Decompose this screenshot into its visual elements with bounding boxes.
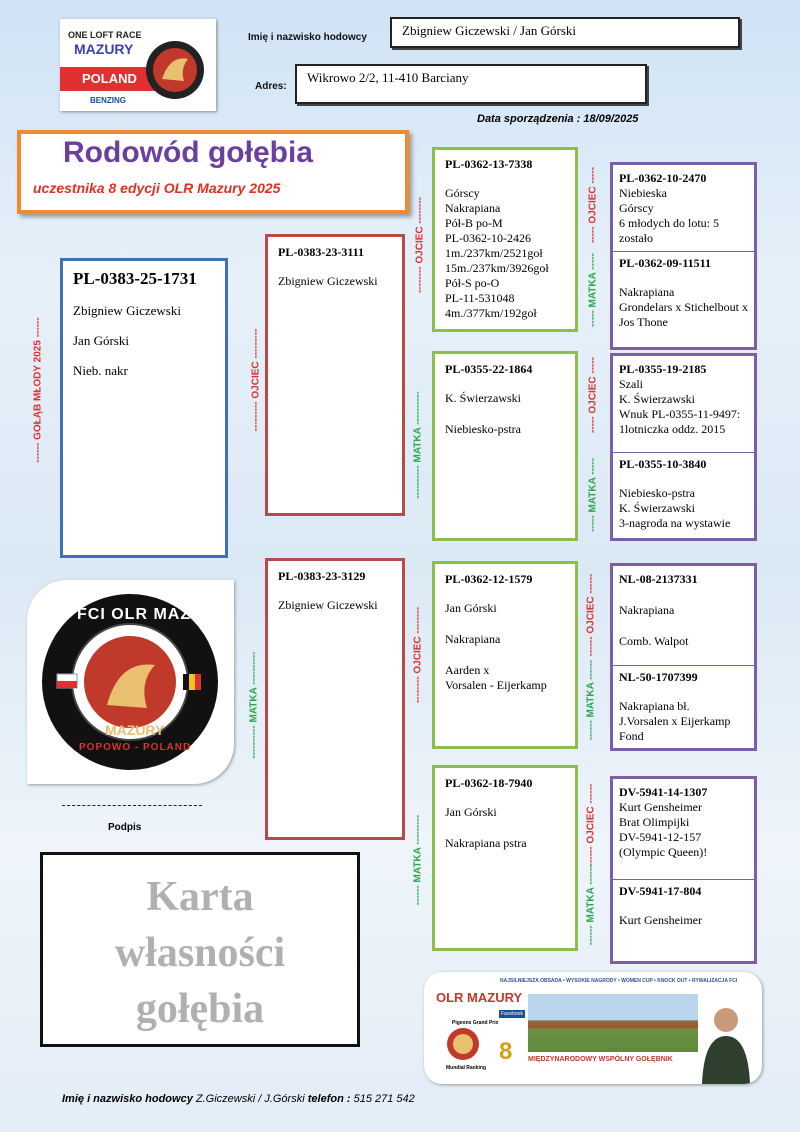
fmf-line: Szali [619, 377, 643, 391]
logo-sponsor: BENZING [90, 96, 126, 105]
father-card [265, 234, 405, 516]
mother-card [265, 558, 405, 840]
ff-card [432, 147, 578, 332]
address-label: Adres: [255, 81, 287, 92]
ff-line: 4m./377km/192goł [445, 306, 537, 320]
mother-breeder: Zbigniew Giczewski [278, 598, 378, 612]
address-field[interactable]: Wikrowo 2/2, 11-410 Barciany [295, 64, 647, 104]
father-breeder: Zbigniew Giczewski [278, 274, 378, 288]
fff-line: 6 młodych do lotu: 5 zostało [619, 216, 719, 245]
olr-logo [60, 19, 216, 111]
ff-line: PL-0362-10-2426 [445, 231, 531, 245]
fmm-ring: PL-0355-10-3840 [619, 457, 707, 471]
banner-mundial: Mundial Ranking [446, 1065, 486, 1071]
bird-ring: PL-0383-25-1731 [73, 269, 197, 288]
ownership-card [40, 852, 360, 1047]
logo-line1: ONE LOFT RACE [68, 30, 142, 40]
fmm-line: K. Świerzawski [619, 501, 695, 515]
mm-card [432, 765, 578, 951]
footer-label: Imię i nazwisko hodowcy [62, 1093, 193, 1105]
fmf-ring: PL-0355-19-2185 [619, 362, 707, 376]
mf-card [432, 561, 578, 749]
footer [62, 1093, 415, 1105]
card-line3: gołębia [135, 986, 265, 1032]
fm-ring: PL-0355-22-1864 [445, 362, 533, 376]
promo-banner [424, 972, 762, 1084]
mmm-line: Kurt Gensheimer [619, 913, 702, 927]
fmf-line: K. Świerzawski [619, 392, 695, 406]
mmx-card [610, 776, 757, 964]
mmf-section [613, 779, 754, 879]
date-value: 18/09/2025 [583, 113, 639, 125]
banner-tagline: NAJSILNIEJSZA OBSADA • WYSOKIE NAGRODY • WOMEN CUP • KNOCK OUT • RYWALIZACJA FCI [500, 978, 738, 984]
mfm-line: J.Vorsalen x Eijerkamp Fond [619, 714, 731, 743]
bird-breeder1: Zbigniew Giczewski [73, 303, 181, 318]
ff-line: PL-11-531048 [445, 291, 515, 305]
ff-line: 15m./237km/3926goł [445, 261, 549, 275]
mm-line: Nakrapiana pstra [445, 836, 527, 850]
banner-field-photo [528, 994, 698, 1052]
mf-line: Jan Górski [445, 601, 497, 615]
logo-line3: POLAND [82, 71, 137, 86]
fmf-line: Wnuk PL-0355-11-9497: 1lotniczka oddz. 2015 [619, 407, 741, 436]
fff-ring: PL-0362-10-2470 [619, 171, 707, 185]
mff-line: Nakrapiana [619, 603, 675, 617]
ffx-card [610, 162, 757, 350]
banner-person-icon [696, 1002, 756, 1084]
page-title: Rodowód gołębia [63, 136, 313, 169]
footer-phone-label: telefon : [307, 1093, 351, 1105]
ffm-line: Grondelars x Stichelbout x Jos Thone [619, 300, 748, 329]
mfm-ring: NL-50-1707399 [619, 670, 698, 684]
mmm-section [613, 879, 754, 932]
badge-mid-text: MAZURY [105, 722, 165, 738]
banner-emblem-icon [446, 1027, 480, 1061]
ff-ring: PL-0362-13-7338 [445, 157, 533, 171]
mother-ring: PL-0383-23-3129 [278, 569, 366, 583]
mf-line: Aarden x [445, 663, 490, 677]
mfx-card [610, 563, 757, 751]
mmm-ring: DV-5941-17-804 [619, 884, 702, 898]
banner-logo: OLR MAZURY [436, 990, 523, 1005]
fff-line: Górscy [619, 201, 654, 215]
signature-line [62, 805, 202, 806]
ff-line: Nakrapiana [445, 201, 501, 215]
banner-pgp: Pigeons Grand Prix [452, 1020, 499, 1026]
fff-section [613, 165, 754, 251]
title-box [17, 130, 409, 214]
footer-owner: Z.Giczewski / J.Górski [195, 1093, 305, 1105]
bird-color: Nieb. nakr [73, 363, 128, 378]
ffm-section [613, 251, 754, 334]
banner-bottom: MIĘDZYNARODOWY WSPÓLNY GOŁĘBNIK [528, 1056, 673, 1063]
owner-field[interactable]: Zbigniew Giczewski / Jan Górski [390, 17, 740, 48]
fmm-line: Niebiesko-pstra [619, 486, 695, 500]
ffm-line: Nakrapiana [619, 285, 675, 299]
fmf-section [613, 356, 754, 452]
mf-line: Vorsalen - Eijerkamp [445, 678, 547, 692]
fmm-line: 3-nagroda na wystawie [619, 516, 731, 530]
owner-label: Imię i nazwisko hodowcy [248, 32, 367, 43]
mfm-section [613, 665, 754, 748]
badge-bottom-text: POPOWO - POLAND [79, 742, 192, 753]
ff-line: Górscy [445, 186, 480, 200]
mm-ring: PL-0362-18-7940 [445, 776, 533, 790]
fm-card [432, 351, 578, 541]
mfm-line: Nakrapiana bł. [619, 699, 690, 713]
mmf-ring: DV-5941-14-1307 [619, 785, 708, 799]
fci-badge [27, 580, 234, 784]
fmx-card [610, 353, 757, 541]
fm-line: K. Świerzawski [445, 391, 521, 405]
date-label: Data sporządzenia : [477, 113, 581, 125]
signature-label: Podpis [108, 822, 142, 833]
mmf-line: (Olympic Queen)! [619, 845, 708, 859]
logo-line2: MAZURY [74, 41, 134, 57]
mff-section [613, 566, 754, 665]
bird-card [60, 258, 228, 558]
mf-ring: PL-0362-12-1579 [445, 572, 533, 586]
fm-line: Niebiesko-pstra [445, 422, 521, 436]
ff-line: 1m./237km/2521goł [445, 246, 543, 260]
ff-line: Pół-B po-M [445, 216, 503, 230]
fff-line: Niebieska [619, 186, 667, 200]
pigeon-emblem-icon [144, 39, 206, 101]
mf-line: Nakrapiana [445, 632, 501, 646]
father-ring: PL-0383-23-3111 [278, 245, 364, 259]
page-subtitle: uczestnika 8 edycji OLR Mazury 2025 [33, 180, 281, 196]
mmf-line: DV-5941-12-157 [619, 830, 702, 844]
bird-breeder2: Jan Górski [73, 333, 129, 348]
mmf-line: Brat Olimpijki [619, 815, 690, 829]
banner-number: 8 [499, 1038, 513, 1065]
mm-line: Jan Górski [445, 805, 497, 819]
card-line1: Karta [146, 874, 254, 920]
fmm-section [613, 452, 754, 535]
mmf-line: Kurt Gensheimer [619, 800, 702, 814]
ff-line: Pół-S po-O [445, 276, 500, 290]
card-line2: własności [114, 930, 286, 976]
mff-ring: NL-08-2137331 [619, 572, 698, 586]
badge-top-text: FCI OLR MAZURY [77, 606, 228, 623]
footer-phone: 515 271 542 [353, 1093, 415, 1105]
mff-line: Comb. Walpot [619, 634, 689, 648]
ffm-ring: PL-0362-09-11511 [619, 256, 711, 270]
banner-facebook: Facebook [501, 1011, 523, 1017]
date-row [477, 113, 638, 125]
